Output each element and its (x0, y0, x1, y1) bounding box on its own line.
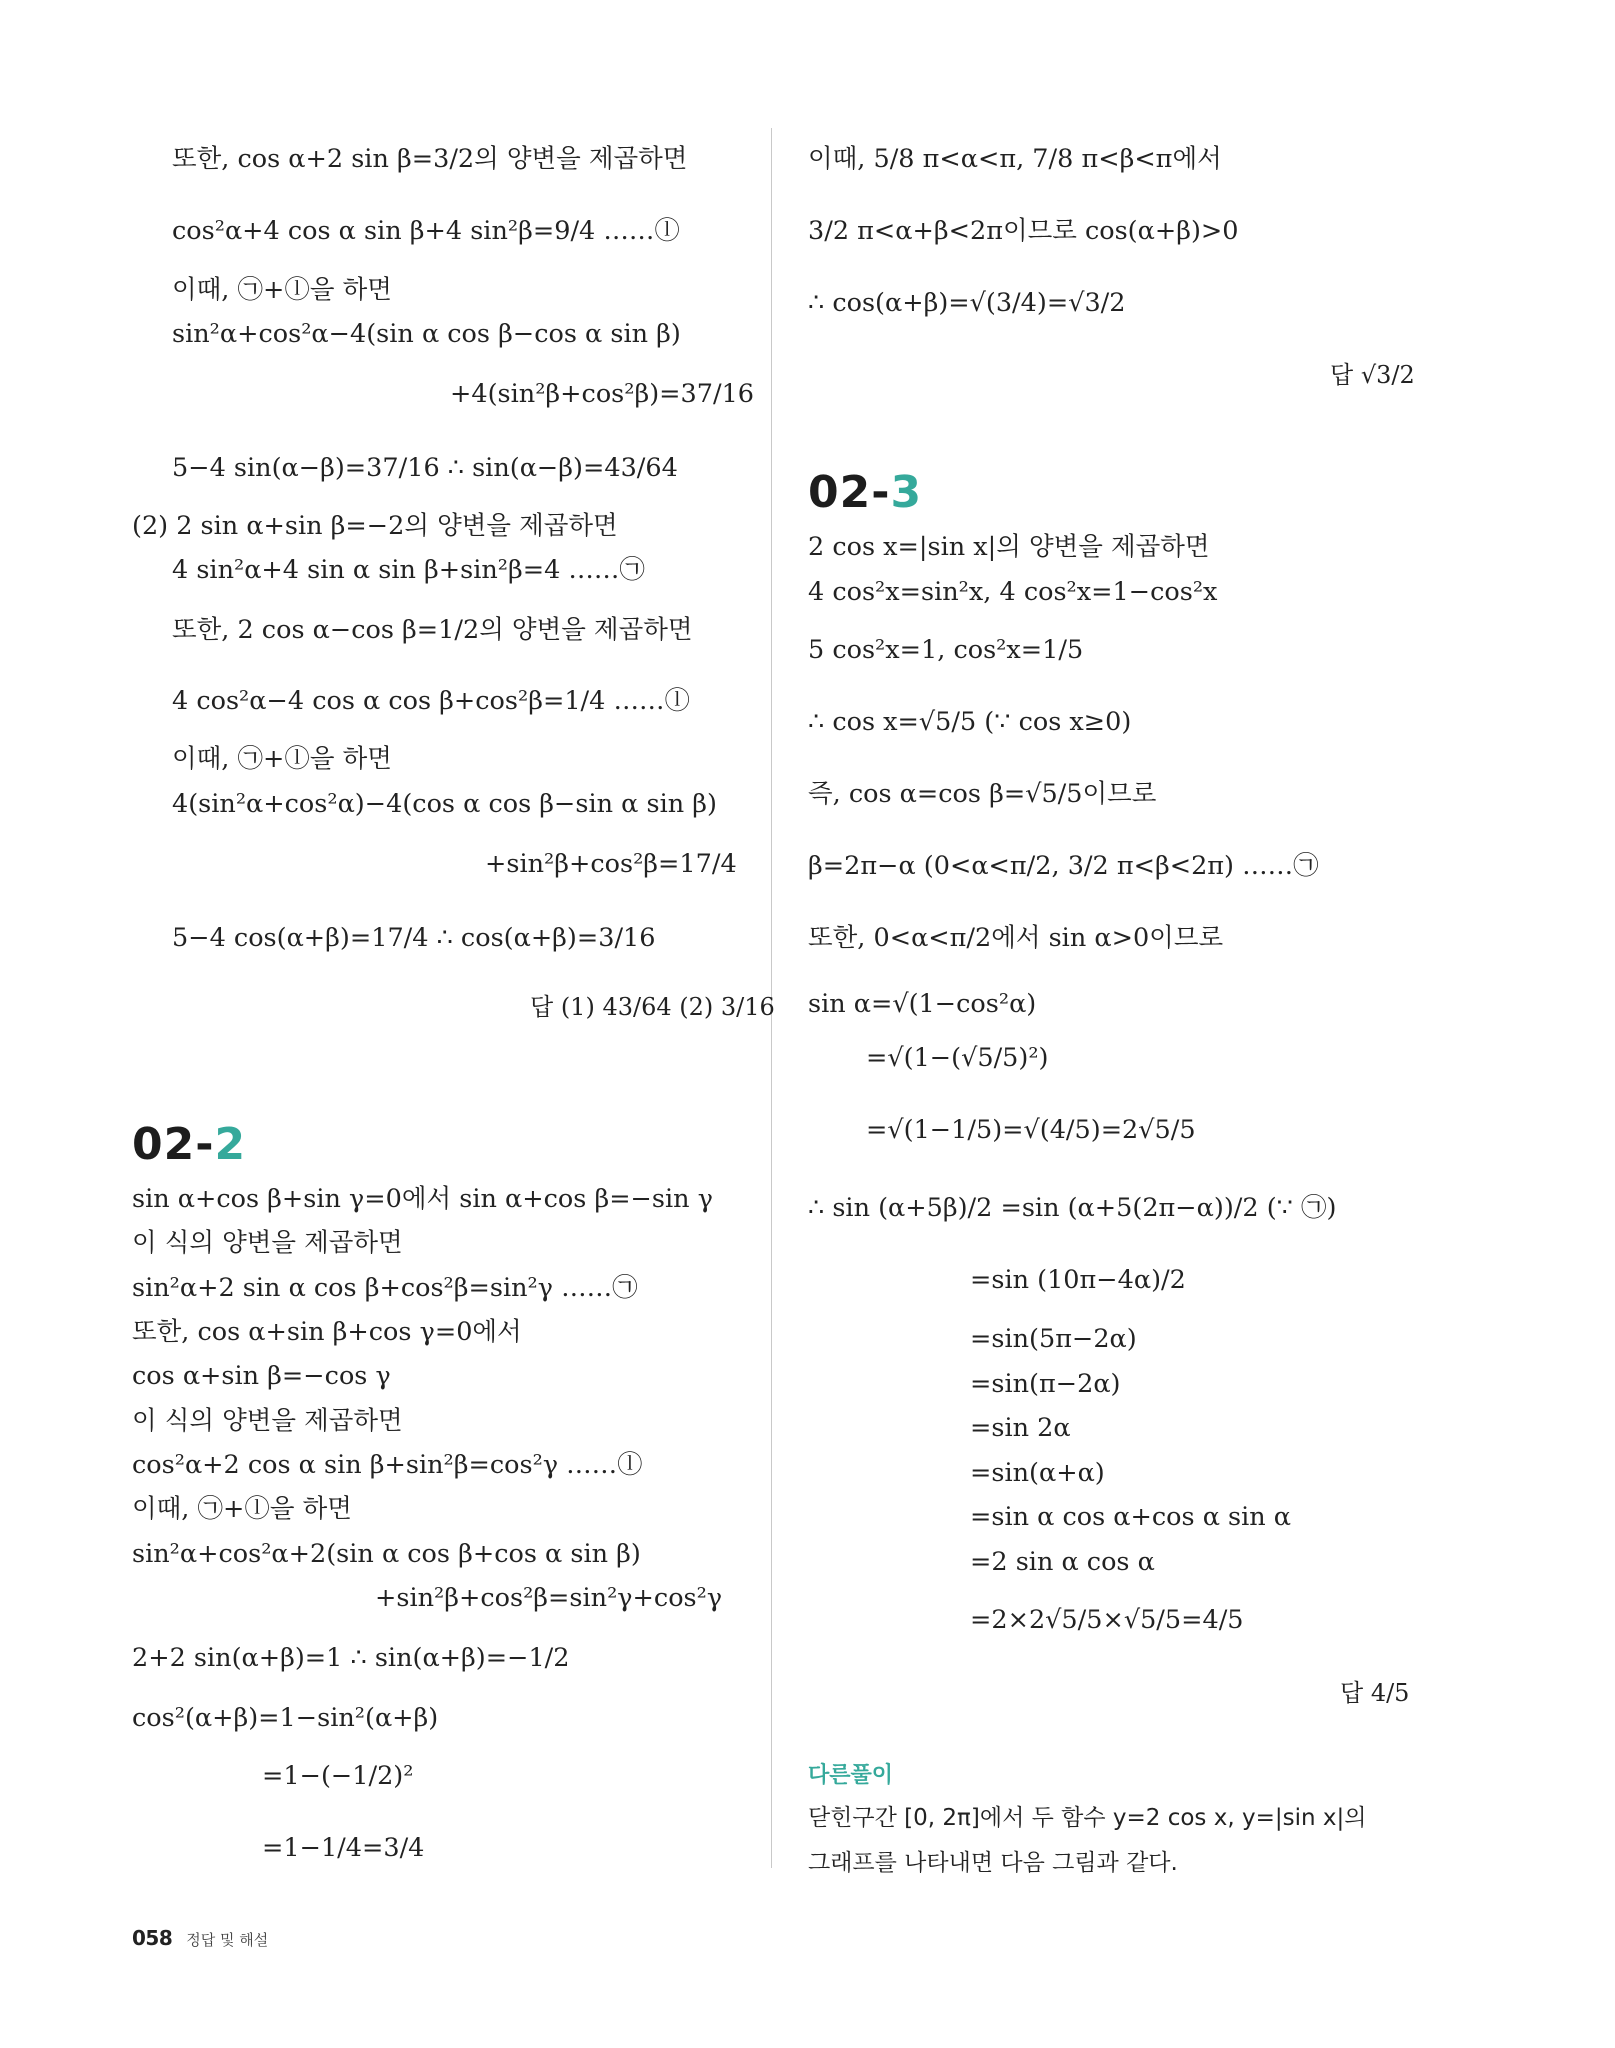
text-line: =sin (10π−4α)/2 (970, 1265, 1186, 1295)
text-line: 이 식의 양변을 제곱하면 (132, 1228, 403, 1258)
text-line: ∴ cos(α+β)=√(3/4)=√3/2 (808, 288, 1126, 318)
text-line: =1−1/4=3/4 (262, 1833, 425, 1863)
text-line: =sin α cos α+cos α sin α (970, 1502, 1292, 1532)
alt-solution-title: 다른풀이 (808, 1763, 894, 1788)
text-line: 4(sin²α+cos²α)−4(cos α cos β−sin α sin β) (172, 789, 717, 819)
text-line: 이때, 5/8 π<α<π, 7/8 π<β<π에서 (808, 144, 1222, 174)
text-line: 이 식의 양변을 제곱하면 (132, 1406, 403, 1436)
text-line: +sin²β+cos²β=17/4 (485, 849, 737, 879)
text-line: =√(1−(√5/5)²) (866, 1043, 1049, 1073)
text-line: cos²α+2 cos α sin β+sin²β=cos²γ ……ⓛ (132, 1450, 643, 1480)
text-line: 5−4 cos(α+β)=17/4 ∴ cos(α+β)=3/16 (172, 923, 656, 953)
text-line: =√(1−1/5)=√(4/5)=2√5/5 (866, 1115, 1196, 1145)
text-line: sin²α+2 sin α cos β+cos²β=sin²γ ……㉠ (132, 1273, 638, 1303)
text-line: cos²α+4 cos α sin β+4 sin²β=9/4 ……ⓛ (172, 216, 680, 246)
text-line: 또한, cos α+sin β+cos γ=0에서 (132, 1317, 522, 1347)
answer-label: 답 4/5 (1340, 1679, 1410, 1707)
text-line: 닫힌구간 [0, 2π]에서 두 함수 y=2 cos x, y=|sin x|의 (808, 1805, 1367, 1831)
text-line: =sin(α+α) (970, 1458, 1105, 1488)
text-line: =2×2√5/5×√5/5=4/5 (970, 1605, 1244, 1635)
text-line: =1−(−1/2)² (262, 1761, 414, 1791)
text-line: 3/2 π<α+β<2π이므로 cos(α+β)>0 (808, 216, 1239, 246)
text-line: sin²α+cos²α+2(sin α cos β+cos α sin β) (132, 1539, 641, 1569)
text-line: (2) 2 sin α+sin β=−2의 양변을 제곱하면 (132, 511, 618, 541)
text-line: =sin(5π−2α) (970, 1324, 1137, 1354)
answer-label: 답 (1) 43/64 (2) 3/16 (530, 993, 775, 1021)
text-line: 즉, cos α=cos β=√5/5이므로 (808, 779, 1157, 809)
text-line: 또한, 0<α<π/2에서 sin α>0이므로 (808, 923, 1224, 953)
text-line: 4 sin²α+4 sin α sin β+sin²β=4 ……㉠ (172, 555, 645, 585)
text-line: 2+2 sin(α+β)=1 ∴ sin(α+β)=−1/2 (132, 1643, 570, 1673)
text-line: 이때, ㉠+ⓛ을 하면 (132, 1494, 352, 1524)
text-line: sin α+cos β+sin γ=0에서 sin α+cos β=−sin γ (132, 1184, 713, 1214)
page-footer (132, 1926, 268, 1950)
text-line: 또한, cos α+2 sin β=3/2의 양변을 제곱하면 (172, 144, 688, 174)
section-heading: 02-3 (808, 467, 923, 518)
text-line: ∴ sin (α+5β)/2 =sin (α+5(2π−α))/2 (∵ ㉠) (808, 1193, 1337, 1223)
text-line: cos α+sin β=−cos γ (132, 1361, 391, 1391)
text-line: 5−4 sin(α−β)=37/16 ∴ sin(α−β)=43/64 (172, 453, 678, 483)
text-line: 이때, ㉠+ⓛ을 하면 (172, 275, 392, 305)
text-line: β=2π−α (0<α<π/2, 3/2 π<β<2π) ……㉠ (808, 851, 1319, 881)
text-line: 또한, 2 cos α−cos β=1/2의 양변을 제곱하면 (172, 615, 693, 645)
text-line: 이때, ㉠+ⓛ을 하면 (172, 744, 392, 774)
answer-label: 답 √3/2 (1330, 361, 1415, 389)
text-line: =sin 2α (970, 1413, 1071, 1443)
page-number: 058 (132, 1926, 173, 1950)
footer-label: 정답 및 해설 (186, 1931, 269, 1949)
text-line: +4(sin²β+cos²β)=37/16 (450, 379, 755, 409)
text-line: ∴ cos x=√5/5 (∵ cos x≥0) (808, 707, 1132, 737)
section-heading: 02-2 (132, 1119, 247, 1170)
text-line: 2 cos x=|sin x|의 양변을 제곱하면 (808, 532, 1210, 562)
text-line: =2 sin α cos α (970, 1547, 1155, 1577)
text-line: sin²α+cos²α−4(sin α cos β−cos α sin β) (172, 319, 681, 349)
text-line: =sin(π−2α) (970, 1369, 1121, 1399)
text-line: 4 cos²α−4 cos α cos β+cos²β=1/4 ……ⓛ (172, 686, 690, 716)
text-line: +sin²β+cos²β=sin²γ+cos²γ (375, 1583, 723, 1613)
text-line: 그래프를 나타내면 다음 그림과 같다. (808, 1850, 1178, 1876)
text-line: 5 cos²x=1, cos²x=1/5 (808, 635, 1084, 665)
text-line: 4 cos²x=sin²x, 4 cos²x=1−cos²x (808, 577, 1218, 607)
text-line: cos²(α+β)=1−sin²(α+β) (132, 1703, 439, 1733)
text-line: sin α=√(1−cos²α) (808, 989, 1037, 1019)
